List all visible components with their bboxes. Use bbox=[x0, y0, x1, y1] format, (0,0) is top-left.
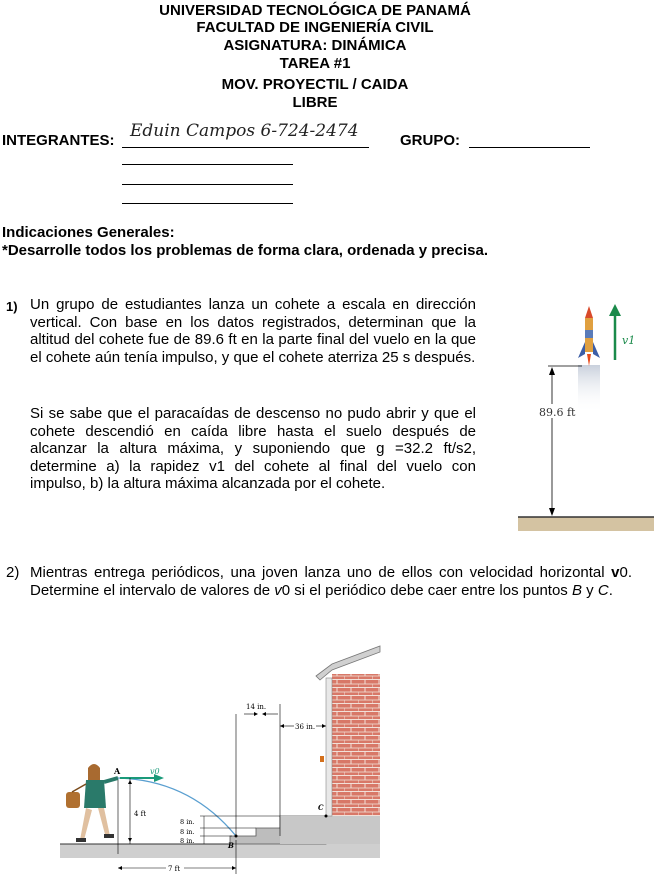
rocket-icon bbox=[578, 306, 600, 366]
brick-wall bbox=[332, 674, 380, 816]
rocket-figure bbox=[508, 300, 654, 536]
dim-7ft: 7 ft bbox=[168, 865, 181, 873]
label-A: A bbox=[114, 766, 121, 776]
instructions-title: Indicaciones Generales: bbox=[2, 224, 175, 241]
dim-36in: 36 in. bbox=[295, 723, 316, 731]
member-line-2 bbox=[122, 164, 293, 165]
member-line-3 bbox=[122, 184, 293, 185]
velocity-label: v1 bbox=[622, 334, 636, 347]
newspaper-figure bbox=[50, 640, 390, 876]
problem-1-paragraph-1: Un grupo de estudiantes lanza un cohete a escala en dirección vertical. Con base en los datos registrados, determinan que la altitud del cohete fue de 89.6 ft en la parte final del vuelo en la que el cohete aún tenía impulso, y que el cohete aterriza 25 s después. bbox=[30, 296, 476, 366]
problem-2-text bbox=[30, 564, 632, 599]
header-line-4: TAREA #1 bbox=[279, 55, 351, 72]
smoke-trail bbox=[578, 365, 600, 413]
problem-2-text-g: y bbox=[582, 581, 598, 599]
point-B bbox=[235, 835, 238, 838]
header-line-1: UNIVERSIDAD TECNOLÓGICA DE PANAMÁ bbox=[159, 2, 471, 19]
header-line-3: ASIGNATURA: DINÁMICA bbox=[223, 37, 407, 54]
trajectory bbox=[118, 778, 236, 836]
problem-2-text-i: . bbox=[608, 581, 613, 599]
dim-8in-1: 8 in. bbox=[180, 818, 195, 826]
problem-2-text-a: Mientras entrega periódicos, una joven lanza uno de ellos con velocidad horizontal bbox=[30, 564, 612, 581]
member-line-1 bbox=[122, 147, 369, 148]
header-line-6: LIBRE bbox=[292, 94, 338, 111]
member-line-4 bbox=[122, 203, 293, 204]
header-line-5: MOV. PROYECTIL / CAIDA bbox=[221, 76, 409, 93]
wall-edge bbox=[326, 678, 332, 816]
ground-surface bbox=[60, 844, 380, 858]
point-C bbox=[325, 815, 328, 818]
girl-figure bbox=[66, 764, 118, 842]
dim-8in-2: 8 in. bbox=[180, 828, 195, 836]
velocity-arrow bbox=[609, 304, 621, 360]
handwritten-signature: Eduin Campos 6-724-2474 bbox=[130, 121, 359, 141]
problem-2-number: 2) bbox=[6, 564, 20, 581]
problem-1-paragraph-2: Si se sabe que el paracaídas de descenso no pudo abrir y que el cohete descendió en caída libre hasta el suelo después de alcanzar la altura máxima, y suponiendo que g =32.2 ft/s2, determine a) la rapidez v1 del cohete al final del vuelo con impulso, b) la altura máxima alcanzada por el cohete. bbox=[30, 405, 476, 492]
group-label: GRUPO: bbox=[400, 132, 460, 149]
ground bbox=[518, 517, 654, 531]
group-line bbox=[469, 147, 590, 148]
header-line-2: FACULTAD DE INGENIERÍA CIVIL bbox=[196, 19, 434, 36]
label-C: C bbox=[318, 803, 324, 812]
dim-14in: 14 in. bbox=[246, 703, 267, 711]
problem-2-text-c: 0. Determine el intervalo de valores de bbox=[30, 564, 632, 599]
problem-1-number: 1) bbox=[6, 299, 18, 314]
dim-4ft: 4 ft bbox=[134, 810, 147, 818]
label-B: B bbox=[228, 841, 234, 850]
dim-8in-3: 8 in. bbox=[180, 837, 195, 845]
label-v0: v0 bbox=[150, 767, 160, 776]
problem-2-text-C: C bbox=[597, 581, 609, 599]
instructions-text: *Desarrolle todos los problemas de forma clara, ordenada y precisa. bbox=[2, 242, 489, 259]
problem-2-text-v0-italic: v bbox=[274, 581, 282, 599]
problem-2-text-v0-bold: v bbox=[611, 564, 620, 581]
height-label: 89.6 ft bbox=[539, 406, 576, 419]
problem-2-text-B: B bbox=[571, 581, 582, 599]
members-label: INTEGRANTES: bbox=[2, 132, 115, 149]
problem-2-text-e: 0 si el periódico debe caer entre los puntos bbox=[281, 581, 572, 599]
